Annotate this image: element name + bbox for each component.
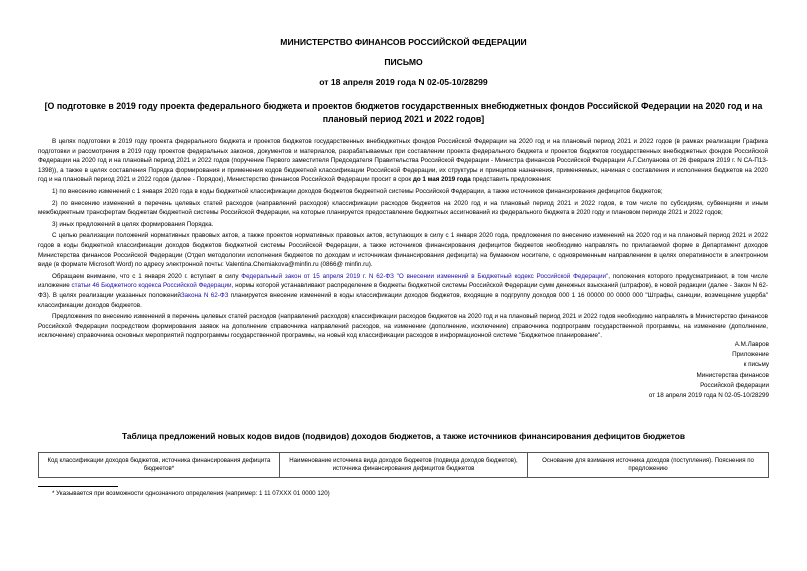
footnote-divider xyxy=(38,486,118,487)
list-item-2: 2) по внесению изменений в перечень целевых статей расходов (направлений расходов) классификации расходов бюджетов на 2020 год и на плановый период 2021 и 2022 годов, в том числе по субсидиям, субвенциям и иным межбюджетным трансфертам бюджетам бюджетной системы Российской Федерации, на которые планируется предоставление бюджетных ассигнований из федерального бюджета в 2020 году и плановом периоде 2021 и 2022 годов; xyxy=(38,199,768,217)
paragraph-3-text-d: планируется внесение изменений в коды классификации доходов бюджетов, входящие в подгруппу доходов 000 1 16 00000 00 0000 000 "Штрафы, санкции, возмещение ущерба" классификации доходов бюджетов. xyxy=(38,291,769,309)
proposals-table xyxy=(38,452,769,478)
appendix-line-5: от 18 апреля 2019 года N 02-05-10/28299 xyxy=(648,392,769,400)
letter-body xyxy=(38,137,768,341)
federal-law-link[interactable]: Федеральный закон от 15 апреля 2019 г. N 62-ФЗ "О внесении изменений в Бюджетный кодекс Российской Федерации" xyxy=(241,272,609,280)
paragraph-1-end: представить предложения: xyxy=(470,176,552,184)
paragraph-1 xyxy=(38,137,768,185)
law-62-fz-link[interactable]: Закона N 62-ФЗ xyxy=(180,291,229,299)
appendix-line-2: к письму xyxy=(743,361,769,369)
column-header-name: Наименование источника вида доходов бюджетов (подвида доходов бюджетов), источника финансирования дефицитов бюджетов xyxy=(279,453,527,478)
paragraph-4: Предложения по внесению изменений в перечень целевых статей расходов (направлений расходов) классификации расходов бюджетов на 2020 год и на плановый период 2021 и 2022 годов необходимо направлять в Министерство финансов Российской Федерации посредством формирования заявок на дополнение справочника направлений расходов, на изменение (дополнение, исключение) справочника подпрограмм государственной программы, на изменение (дополнение, исключение) справочника основных мероприятий подпрограммы государственной программы, на новый код классификации расходов в информационной системе "Бюджетное планирование". xyxy=(38,313,768,340)
table-header-row xyxy=(39,453,769,478)
table-title: Таблица предложений новых кодов видов (подвидов) доходов бюджетов, а также источников финансирования дефицитов бюджетов xyxy=(121,431,686,441)
signature-block xyxy=(609,340,769,401)
paragraph-1-text: В целях подготовки в 2019 году проекта федерального бюджета и проектов бюджетов государственных внебюджетных фондов Российской Федерации на 2020 год и на плановый период 2021 и 2022 годов (в рамках реализации Графика подготовки и рассмотрения в 2019 году проектов федеральных законов, документов и материалов, разрабатываемых при составлении проекта федерального бюджета и проектов бюджетов государственных внебюджетных фондов Российской Федерации на 2020 год и на плановый период 2021 и 2022 годов (поручение Первого заместителя Председателя Правительства Российской Федерации - Министра финансов Российской Федерации А.Г.Силуанова от 26 февраля 2019 г. N СА-П13-1398)), а также в целях составления Порядка формирования и применения кодов бюджетной классификации Российской Федерации, их структуры и принципов назначения, применяемых, начиная с составления и исполнения бюджетов на 2020 год и на плановый период 2021 и 2022 годов (далее - Порядок), Министерство финансов Российской Федерации просит в срок xyxy=(38,138,768,184)
doc-date-number: от 18 апреля 2019 года N 02-05-10/28299 xyxy=(319,77,488,87)
footnote: * Указывается при возможности однозначного определения (например: 1 11 07ХХХ 01 0000 120) xyxy=(52,490,330,497)
signatory-name: А.М.Лавров xyxy=(734,341,769,348)
doc-type-heading: ПИСЬМО xyxy=(384,57,423,67)
list-item-3: 3) иных предложений в целях формирования Порядка. xyxy=(52,220,214,228)
column-header-basis: Основание для взимания источника доходов (поступления). Пояснения по предложению xyxy=(528,453,769,478)
paragraph-3 xyxy=(38,272,768,310)
ministry-heading: МИНИСТЕРСТВО ФИНАНСОВ РОССИЙСКОЙ ФЕДЕРАЦИИ xyxy=(280,37,527,47)
letter-title: [О подготовке в 2019 году проекта федерального бюджета и проектов бюджетов государственных внебюджетных фондов Российской Федерации на 2020 год и на плановый период 2021 и 2022 годов] xyxy=(44,101,763,124)
paragraph-3-text-c: , нормы которой устанавливают распределение в бюджеты бюджетной системы Российской Федерации сумм денежных взысканий (штрафов), в новой редакции (далее - Закон N 62-ФЗ). В целях реализации указанных положений xyxy=(38,282,768,299)
appendix-line-1: Приложение xyxy=(732,351,769,359)
list-item-1: 1) по внесению изменений с 1 января 2020 года в коды бюджетной классификации доходов бюджетов бюджетной системы Российской Федерации, а также источников финансирования дефицитов бюджетов; xyxy=(52,187,663,195)
paragraph-2: С целью реализации положений нормативных правовых актов, а также проектов нормативных правовых актов, вступающих в силу с 1 января 2020 года, предложения по внесению изменений на 2020 год и на плановый период 2021 и 2022 годов в коды бюджетной классификации доходов бюджетов бюджетной системы Российской Федерации, а также источников финансирования дефицитов бюджетов необходимо направлять по прилагаемой форме в Департамент доходов Министерства финансов Российской Федерации (Отдел методологии исполнения бюджетов по доходам и источникам финансирования дефицита) на бумажном носителе, с одновременным направлением в целях оперативности в электронном виде (в формате Microsoft Word) по адресу электронной почты: Valentina.Chemiakova@minfin.ru (0866@ minfin.ru). xyxy=(38,232,768,269)
deadline-bold: до 1 мая 2019 года xyxy=(412,176,471,184)
column-header-code: Код классификации доходов бюджетов, источника финансирования дефицита бюджетов* xyxy=(39,453,280,478)
article-46-link[interactable]: статьи 46 Бюджетного кодекса Российской Федерации xyxy=(71,282,232,290)
paragraph-3-text-b: , положения которого предусматривают, в том числе изложение xyxy=(38,272,768,290)
appendix-line-4: Российской федерации xyxy=(700,381,769,389)
appendix-line-3: Министерства финансов xyxy=(696,371,769,379)
paragraph-3-text-a: Обращаем внимание, что с 1 января 2020 г. вступает в силу xyxy=(52,272,242,280)
